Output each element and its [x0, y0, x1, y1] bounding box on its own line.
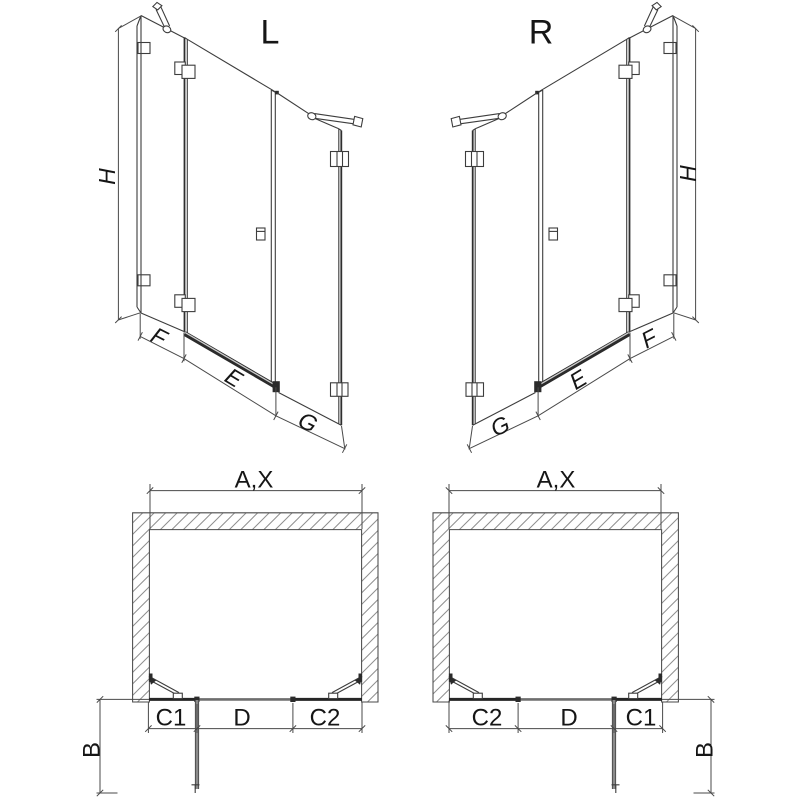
- dim-label-e-left: E: [220, 362, 248, 393]
- dim-label-f-right: F: [636, 323, 662, 354]
- dim-label-d-left: D: [233, 704, 251, 732]
- dim-label-ax-left: A,X: [234, 466, 274, 494]
- dim-label-b-right: B: [691, 741, 719, 759]
- dim-label-ax-right: A,X: [536, 466, 576, 494]
- dim-label-c1-left: C1: [155, 704, 187, 732]
- dim-label-h-left: H: [94, 168, 121, 185]
- dim-label-b-left: B: [78, 741, 106, 759]
- plan-left-wall: [133, 513, 378, 702]
- dim-label-g-right: G: [486, 410, 514, 442]
- dim-label-h-right: H: [675, 165, 702, 182]
- variant-label-right: R: [528, 13, 554, 52]
- dim-label-f-left: F: [146, 321, 172, 352]
- plan-right-wall: [433, 513, 678, 702]
- dim-label-g-left: G: [294, 406, 322, 438]
- dim-label-c1-right: C1: [625, 704, 657, 732]
- variant-label-left: L: [260, 13, 280, 52]
- dim-label-e-right: E: [564, 364, 592, 395]
- dim-label-c2-right: C2: [471, 704, 503, 732]
- perspective-left-view: [115, 2, 363, 452]
- dim-label-c2-left: C2: [309, 704, 341, 732]
- dim-label-d-right: D: [560, 704, 578, 732]
